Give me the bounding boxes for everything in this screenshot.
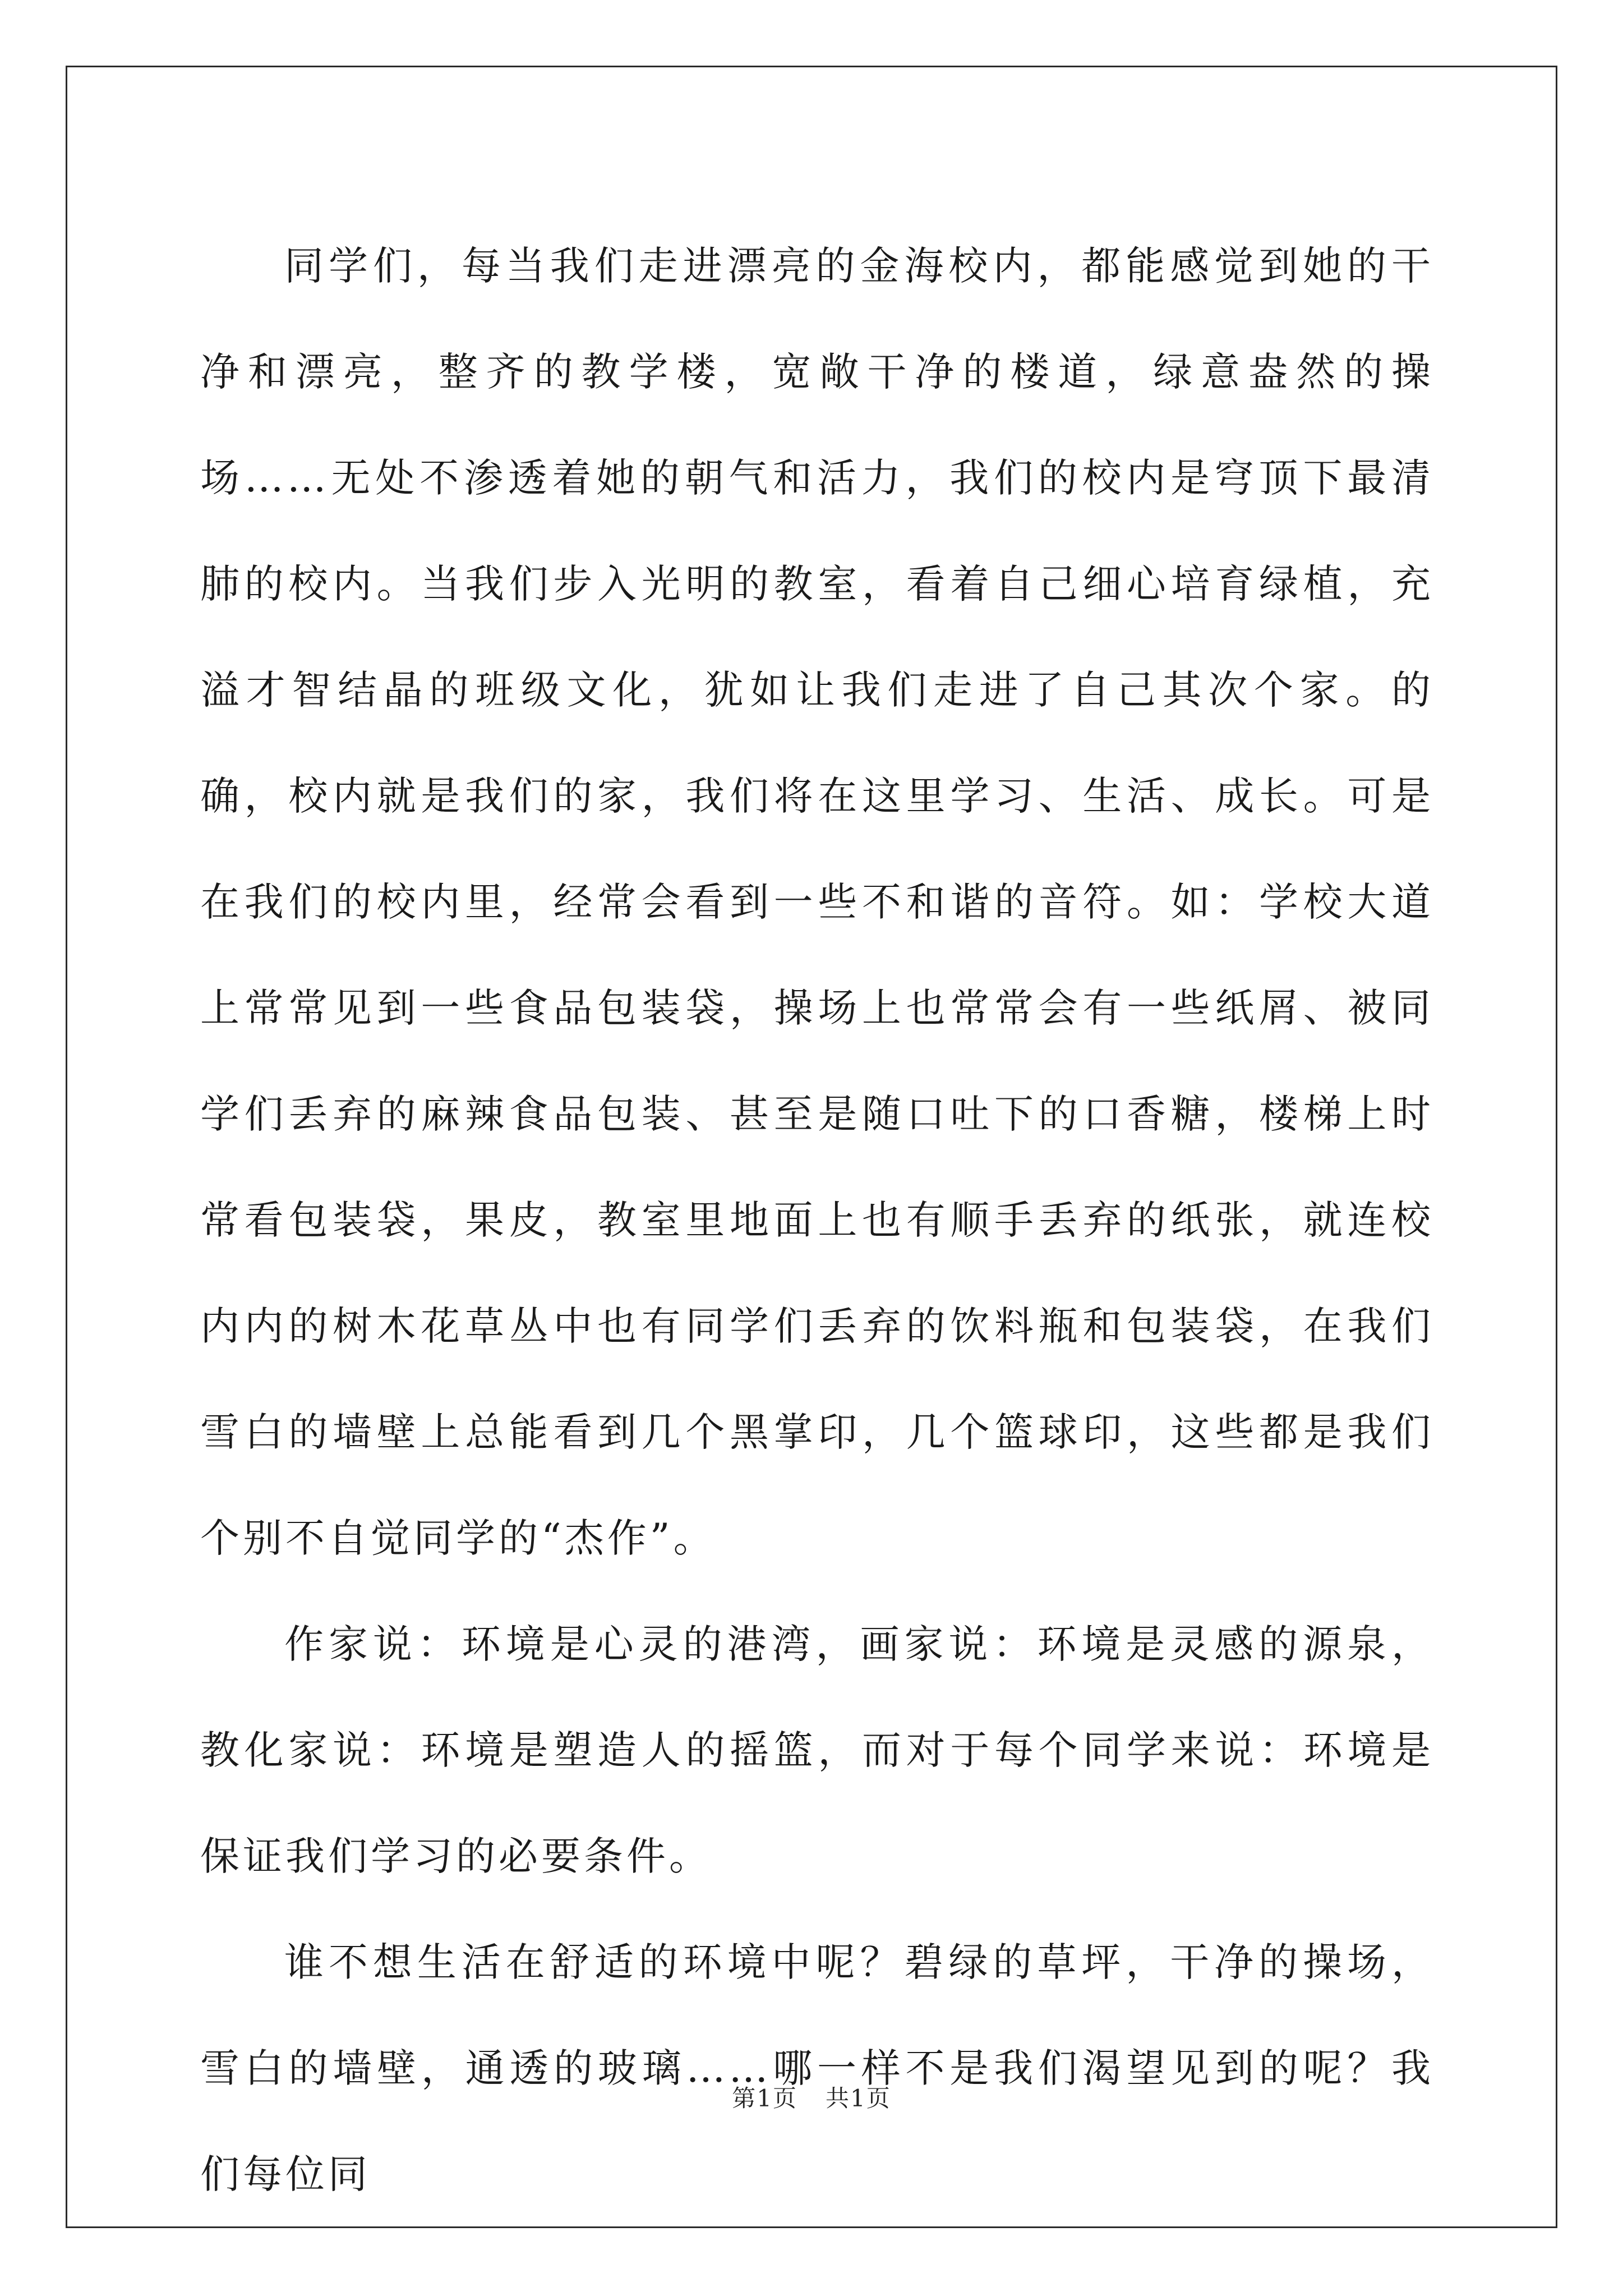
page-number: 第1页 [732,2085,797,2112]
paragraph-2: 作家说：环境是心灵的港湾，画家说：环境是灵感的源泉，教化家说：环境是塑造人的摇篮，而对于每个同学来说：环境是保证我们学习的必要条件。 [200,1621,1434,1879]
page-footer [0,2080,1623,2114]
page-total: 共1页 [826,2085,891,2112]
paragraph-3: 谁不想生活在舒适的环境中呢？碧绿的草坪，干净的操场，雪白的墙壁，通透的玻璃……哪一样不是我们渴望见到的呢？我们每位同 [200,1939,1434,2197]
document-body [200,213,1434,2228]
paragraph-1: 同学们，每当我们走进漂亮的金海校内，都能感觉到她的干净和漂亮，整齐的教学楼，宽敞干净的楼道，绿意盎然的操场……无处不渗透着她的朝气和活力，我们的校内是穹顶下最清肺的校内。当我们步入光明的教室，看着自己细心培育绿植，充溢才智结晶的班级文化，犹如让我们走进了自己其次个家。的确，校内就是我们的家，我们将在这里学习、生活、成长。可是在我们的校内里，经常会看到一些不和谐的音符。如：学校大道上常常见到一些食品包装袋，操场上也常常会有一些纸屑、被同学们丢弃的麻辣食品包装、甚至是随口吐下的口香糖，楼梯上时常看包装袋，果皮，教室里地面上也有顺手丢弃的纸张，就连校内内的树木花草丛中也有同学们丢弃的饮料瓶和包装袋，在我们雪白的墙壁上总能看到几个黑掌印，几个篮球印，这些都是我们个别不自觉同学的“杰作”。 [200,243,1434,1561]
